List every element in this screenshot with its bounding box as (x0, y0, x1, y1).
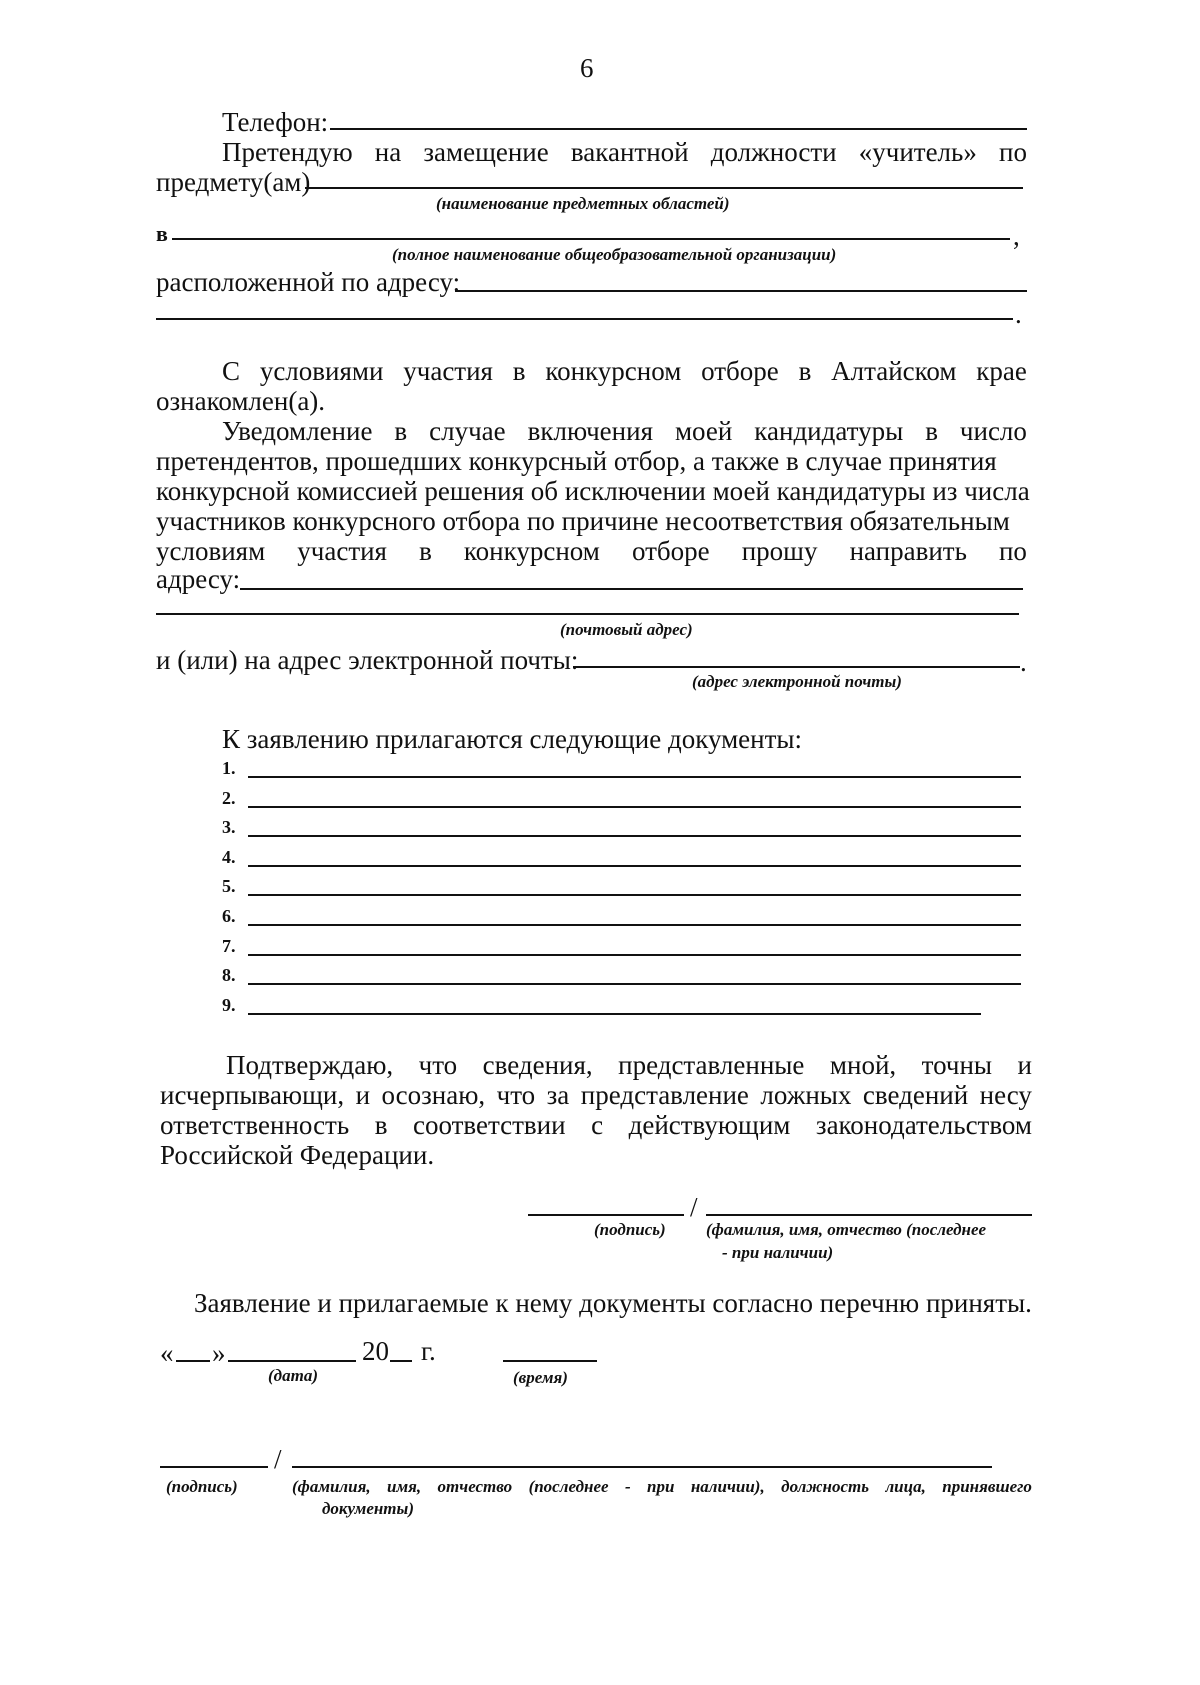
receiver-name-line[interactable] (292, 1466, 992, 1468)
attachment-input-line[interactable] (248, 806, 1021, 808)
attachment-input-line[interactable] (248, 983, 1021, 985)
date-quote-close: » (212, 1338, 226, 1368)
word: отчество (437, 1477, 513, 1496)
applicant-name-caption-2: - при наличии) (722, 1243, 834, 1262)
word: отборе (701, 356, 779, 386)
word: несу (979, 1080, 1032, 1110)
postal-address-label: адресу: (156, 564, 241, 594)
attachment-input-line[interactable] (248, 894, 1021, 896)
receiver-signature-caption: (подпись) (166, 1477, 238, 1496)
attachment-number: 3. (222, 817, 236, 837)
applicant-name-line[interactable] (706, 1214, 1032, 1216)
word: мной, (829, 1050, 897, 1080)
word: случае (429, 416, 506, 446)
receiver-name-caption-1 (292, 1477, 1032, 1497)
word: в (925, 416, 938, 446)
notice-line-3: конкурсной комиссией решения об исключении моей кандидатуры из числа (156, 476, 1030, 506)
address-input-line-1[interactable] (455, 290, 1027, 292)
word: прошу (741, 536, 818, 566)
conditions-line-1 (222, 355, 1027, 387)
address-input-line-2[interactable] (156, 318, 1013, 320)
word: включения (527, 416, 653, 446)
word: крае (976, 356, 1027, 386)
attachment-number: 1. (222, 758, 236, 778)
word: в (394, 416, 408, 446)
applicant-signature-line[interactable] (528, 1214, 684, 1216)
attachment-number: 2. (222, 788, 236, 808)
word: что (496, 1080, 536, 1110)
word: участия (297, 536, 387, 566)
applicant-name-caption-1: (фамилия, имя, отчество (последнее (706, 1220, 987, 1239)
attachment-number: 6. (222, 906, 236, 926)
attachment-number: 7. (222, 936, 236, 956)
word: законодательством (815, 1110, 1032, 1140)
notice-line-4: участников конкурсного отбора по причине несоответствия обязательным (156, 506, 1010, 536)
attachment-input-line[interactable] (248, 954, 1021, 956)
word: за (546, 1080, 570, 1110)
signature-slash: / (690, 1192, 698, 1222)
word: представление (580, 1080, 749, 1110)
word: наличии), (690, 1477, 765, 1496)
word: представленные (618, 1050, 805, 1080)
word: вакантной (570, 137, 689, 167)
word: должности (710, 137, 837, 167)
word: с (591, 1110, 604, 1140)
org-prefix: в (156, 221, 168, 246)
address-period: . (1015, 299, 1022, 329)
word: число (959, 416, 1027, 446)
organization-input-line[interactable] (172, 238, 1010, 240)
date-caption: (дата) (268, 1366, 318, 1385)
word: в (798, 356, 812, 386)
word: в (512, 356, 526, 386)
attachment-input-line[interactable] (248, 865, 1021, 867)
word: и (355, 1080, 371, 1110)
email-caption: (адрес электронной почты) (692, 672, 902, 691)
notice-line-5 (156, 535, 1027, 567)
year-suffix: г. (421, 1336, 436, 1366)
word: условиям (156, 536, 266, 566)
word: осознаю, (381, 1080, 486, 1110)
receiver-signature-line[interactable] (160, 1466, 268, 1468)
word: что (418, 1050, 458, 1080)
applicant-signature-caption: (подпись) (594, 1220, 666, 1239)
conditions-line-2: ознакомлен(а). (156, 386, 326, 416)
attachment-input-line[interactable] (248, 924, 1021, 926)
word: ложных (760, 1080, 852, 1110)
word: имя, (387, 1477, 422, 1496)
word: сведения, (482, 1050, 593, 1080)
postal-address-input-line-2[interactable] (156, 613, 1019, 615)
word: отборе (631, 536, 710, 566)
word: по (999, 137, 1027, 167)
attachment-input-line[interactable] (248, 1013, 981, 1015)
postal-address-caption: (почтовый адрес) (560, 620, 693, 639)
word: принявшего (942, 1477, 1032, 1496)
word: С (222, 356, 241, 386)
word: действующим (628, 1110, 791, 1140)
email-input-line[interactable] (573, 666, 1020, 668)
word: кандидатуры (754, 416, 904, 446)
month-input-line[interactable] (228, 1360, 356, 1362)
attachments-heading: К заявлению прилагаются следующие документы: (222, 724, 803, 754)
notice-line-2: претендентов, прошедших конкурсный отбор, а также в случае принятия (156, 446, 997, 476)
org-comma: , (1013, 221, 1020, 251)
phone-input-line[interactable] (330, 128, 1027, 130)
word: исчерпывающи, (160, 1080, 345, 1110)
attachment-number: 5. (222, 876, 236, 896)
receiver-slash: / (274, 1444, 282, 1474)
word: ответственность (160, 1110, 350, 1140)
word: участия (403, 356, 493, 386)
attachment-number: 4. (222, 847, 236, 867)
word: Претендую (222, 137, 353, 167)
accepted-statement: Заявление и прилагаемые к нему документы согласно перечню приняты. (194, 1288, 1032, 1318)
year-prefix: 20 (362, 1336, 389, 1366)
word: по (998, 536, 1027, 566)
confirm-line-2 (160, 1079, 1032, 1111)
phone-label: Телефон: (222, 107, 329, 137)
year-input-line[interactable] (390, 1360, 412, 1362)
word: Подтверждаю, (226, 1050, 394, 1080)
word: при (647, 1477, 675, 1496)
word: и (1017, 1050, 1032, 1080)
confirm-line-3 (160, 1109, 1032, 1141)
word: лица, (885, 1477, 926, 1496)
attachment-input-line[interactable] (248, 835, 1021, 837)
word: сведений (862, 1080, 969, 1110)
applying-line-1 (222, 136, 1027, 168)
word: в (374, 1110, 388, 1140)
page-number: 6 (580, 53, 594, 83)
day-input-line[interactable] (176, 1360, 210, 1362)
notice-line-1 (222, 415, 1027, 447)
email-label: и (или) на адрес электронной почты: (156, 645, 579, 675)
time-input-line[interactable] (503, 1360, 597, 1362)
word: точны (921, 1050, 993, 1080)
word: моей (674, 416, 733, 446)
word: соответствии (412, 1110, 566, 1140)
attachment-input-line[interactable] (248, 776, 1021, 778)
confirm-line-4: Российской Федерации. (160, 1140, 435, 1170)
subjects-caption: (наименование предметных областей) (436, 194, 730, 213)
subjects-input-line[interactable] (305, 187, 1023, 189)
word: конкурсном (463, 536, 600, 566)
word: в (419, 536, 432, 566)
word: на (374, 137, 402, 167)
word: направить (849, 536, 967, 566)
confirm-line-1 (226, 1049, 1032, 1081)
receiver-name-caption-2: документы) (322, 1499, 414, 1518)
email-period: . (1020, 647, 1027, 677)
organization-caption: (полное наименование общеобразовательной организации) (392, 245, 837, 264)
postal-address-input-line-1[interactable] (240, 588, 1023, 590)
word: «учитель» (858, 137, 977, 167)
word: - (624, 1477, 631, 1496)
word: конкурсном (545, 356, 682, 386)
word: Алтайском (831, 356, 957, 386)
time-caption: (время) (513, 1368, 568, 1387)
attachment-number: 8. (222, 965, 236, 985)
word: (фамилия, (292, 1477, 371, 1496)
word: замещение (423, 137, 549, 167)
word: Уведомление (222, 416, 373, 446)
word: (последнее (528, 1477, 609, 1496)
date-quote-open: « (160, 1338, 174, 1368)
word: условиями (259, 356, 384, 386)
subjects-label: предмету(ам) (156, 167, 311, 197)
attachment-number: 9. (222, 995, 236, 1015)
address-label: расположенной по адресу: (156, 267, 461, 297)
word: должность (781, 1477, 870, 1496)
